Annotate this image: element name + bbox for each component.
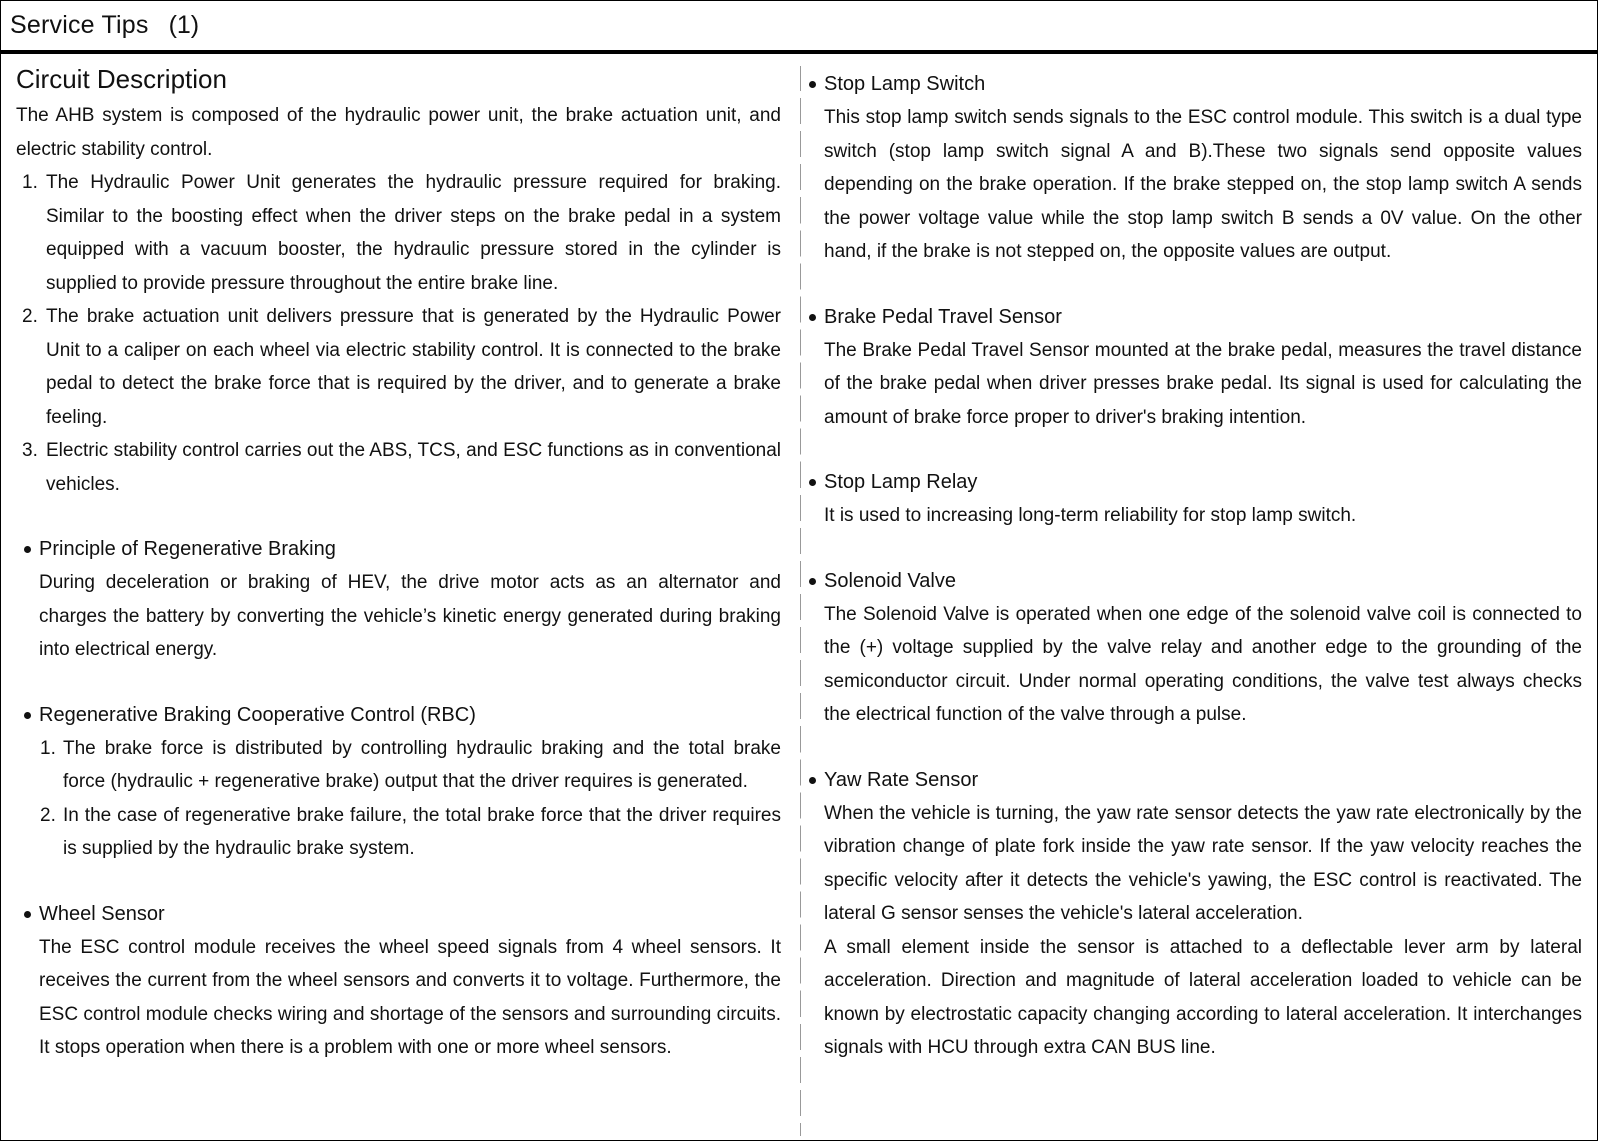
bullet-icon <box>809 314 816 321</box>
bullet-heading: Stop Lamp Switch <box>824 68 1582 101</box>
list-item: 1. The Hydraulic Power Unit generates the hydraulic pressure required for braking. Similar to the boosting effect when the driver steps on the brake pedal in a system equipped with a vacuum booster, the hydraulic pressure stored in the cylinder is supplied to provide pressure throughout the entire brake line. <box>22 172 781 294</box>
bullet-heading: Regenerative Braking Cooperative Control (RBC) <box>16 699 781 732</box>
stop-lamp-switch-section <box>824 68 1582 269</box>
pedal-travel-sensor-section <box>824 301 1582 435</box>
list-item: 2. The brake actuation unit delivers pressure that is generated by the Hydraulic Power Unit to a caliper on each wheel via electric stability control. It is connected to the brake pedal to detect the brake force that is required by the driver, and to generate a brake feeling. <box>22 306 781 428</box>
left-column <box>16 64 781 1065</box>
right-column <box>824 68 1582 1065</box>
stop-lamp-relay-section <box>824 466 1582 533</box>
list-item: 2. In the case of regenerative brake failure, the total brake force that the driver requires is supplied by the hydraulic brake system. <box>40 804 781 859</box>
bullet-icon <box>24 911 31 918</box>
bullet-heading: Solenoid Valve <box>824 565 1582 598</box>
yaw-rate-sensor-section <box>824 764 1582 1065</box>
pedal-travel-sensor-body: The Brake Pedal Travel Sensor mounted at the brake pedal, measures the travel distance of the brake pedal when driver presses brake pedal. Its signal is used for calculating the amount of brake force proper to driver's braking intention. <box>824 339 1582 428</box>
stop-lamp-relay-body: It is used to increasing long-term reliability for stop lamp switch. <box>824 505 1357 526</box>
section-title: Circuit Description <box>16 64 227 94</box>
bullet-heading: Wheel Sensor <box>16 898 781 931</box>
wheel-sensor-section <box>16 898 781 1065</box>
rbc-list <box>16 732 781 866</box>
bullet-heading: Brake Pedal Travel Sensor <box>824 301 1582 334</box>
yaw-rate-sensor-body-2: A small element inside the sensor is attached to a deflectable lever arm by lateral acceleration. Direction and magnitude of lateral acceleration loaded to vehicle can be known by electrostatic capacity changing according to lateral acceleration. It interchanges signals with HCU through extra CAN BUS line. <box>824 936 1582 1058</box>
content-columns <box>1 54 1597 1140</box>
solenoid-valve-section <box>824 565 1582 732</box>
regen-principle-body: During deceleration or braking of HEV, the drive motor acts as an alternator and charges the battery by converting the vehicle’s kinetic energy generated during braking into electrical energy. <box>39 572 781 660</box>
list-item: 1. The brake force is distributed by controlling hydraulic braking and the total brake force (hydraulic + regenerative brake) output that the driver requires is generated. <box>40 737 781 792</box>
bullet-icon <box>809 479 816 486</box>
bullet-icon <box>809 777 816 784</box>
rbc-section <box>16 699 781 866</box>
bullet-icon <box>24 712 31 719</box>
bullet-icon <box>24 546 31 553</box>
yaw-rate-sensor-body: When the vehicle is turning, the yaw rate sensor detects the yaw rate electronically by the vibration change of plate fork inside the yaw rate sensor. If the yaw velocity reaches the specific velocity after it detects the vehicle's yawing, the ESC control is reactivated. The lateral G sensor senses the vehicle's lateral acceleration. <box>824 802 1582 924</box>
page-title: Service Tips <box>10 11 149 39</box>
bullet-icon <box>809 81 816 88</box>
wheel-sensor-body: The ESC control module receives the wheel speed signals from 4 wheel sensors. It receives the current from the wheel sensors and converts it to voltage. Furthermore, the ESC control module checks wiring and shortage of the sensors and surrounding circuits. It stops operation when there is a problem with one or more wheel sensors. <box>39 936 781 1058</box>
intro-paragraph: The AHB system is composed of the hydraulic power unit, the brake actuation unit, and electric stability control. <box>16 105 781 160</box>
page-number: (1) <box>168 11 200 39</box>
page-header <box>1 1 1597 54</box>
bullet-heading: Yaw Rate Sensor <box>824 764 1582 797</box>
solenoid-valve-body: The Solenoid Valve is operated when one edge of the solenoid valve coil is connected to the (+) voltage supplied by the valve relay and another edge to the grounding of the semiconductor circuit. Under normal operating conditions, the valve test always checks the electrical function of the valve through a pulse. <box>824 603 1582 725</box>
bullet-heading: Principle of Regenerative Braking <box>16 533 781 566</box>
column-divider <box>800 66 801 1136</box>
bullet-icon <box>809 578 816 585</box>
stop-lamp-switch-body: This stop lamp switch sends signals to the ESC control module. This switch is a dual type switch (stop lamp switch signal A and B).These two signals send opposite values depending on the brake operation. If the brake stepped on, the stop lamp switch A sends the power voltage value while the stop lamp switch B sends a 0V value. On the other hand, if the brake is not stepped on, the opposite values are output. <box>824 107 1582 262</box>
bullet-heading: Stop Lamp Relay <box>824 466 1582 499</box>
circuit-list <box>16 166 781 501</box>
regen-principle-section <box>16 533 781 667</box>
list-item: 3. Electric stability control carries out the ABS, TCS, and ESC functions as in conventional vehicles. <box>22 440 781 495</box>
